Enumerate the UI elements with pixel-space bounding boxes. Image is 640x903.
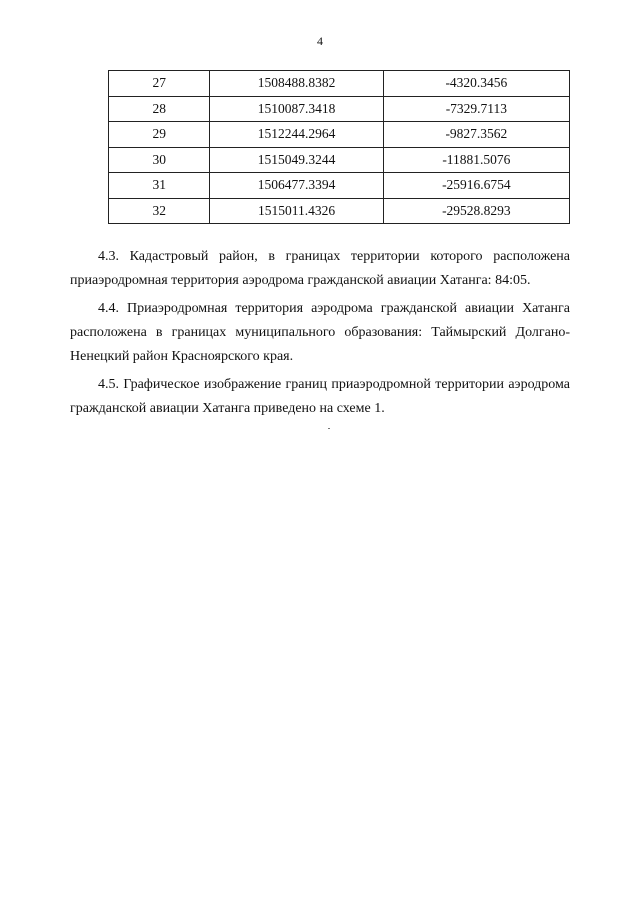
point-number-cell: 32: [109, 198, 210, 224]
paragraph-cadastral-district: [70, 245, 570, 293]
table-row: [109, 198, 570, 224]
x-coordinate-cell: 1506477.3394: [210, 173, 383, 199]
table-row: [109, 147, 570, 173]
y-coordinate-cell: -4320.3456: [383, 71, 569, 97]
scan-speck: [328, 428, 330, 429]
y-coordinate-cell: -7329.7113: [383, 96, 569, 122]
y-coordinate-cell: -9827.3562: [383, 122, 569, 148]
coordinates-table: [108, 70, 570, 224]
y-coordinate-cell: -25916.6754: [383, 173, 569, 199]
table-row: [109, 71, 570, 97]
x-coordinate-cell: 1515011.4326: [210, 198, 383, 224]
point-number-cell: 28: [109, 96, 210, 122]
paragraph-scheme-reference: [70, 373, 570, 421]
point-number-cell: 29: [109, 122, 210, 148]
table-row: [109, 96, 570, 122]
x-coordinate-cell: 1512244.2964: [210, 122, 383, 148]
y-coordinate-cell: -11881.5076: [383, 147, 569, 173]
x-coordinate-cell: 1515049.3244: [210, 147, 383, 173]
point-number-cell: 31: [109, 173, 210, 199]
paragraph-text: 4.3. Кадастровый район, в границах территории которого расположена приаэродромная территория аэродрома гражданской авиации Хатанга: 84:05.: [70, 249, 570, 288]
paragraph-text: 4.5. Графическое изображение границ приаэродромной территории аэродрома гражданской авиации Хатанга приведено на схеме 1.: [70, 377, 570, 416]
table-row: [109, 173, 570, 199]
point-number-cell: 27: [109, 71, 210, 97]
point-number-cell: 30: [109, 147, 210, 173]
table-row: [109, 122, 570, 148]
page-number: 4: [317, 34, 323, 48]
paragraph-municipality: [70, 297, 570, 369]
x-coordinate-cell: 1510087.3418: [210, 96, 383, 122]
x-coordinate-cell: 1508488.8382: [210, 71, 383, 97]
paragraph-text: 4.4. Приаэродромная территория аэродрома гражданской авиации Хатанга расположена в границах муниципального образования: Таймырский Долгано-Ненецкий район Красноярского края.: [70, 301, 570, 364]
y-coordinate-cell: -29528.8293: [383, 198, 569, 224]
